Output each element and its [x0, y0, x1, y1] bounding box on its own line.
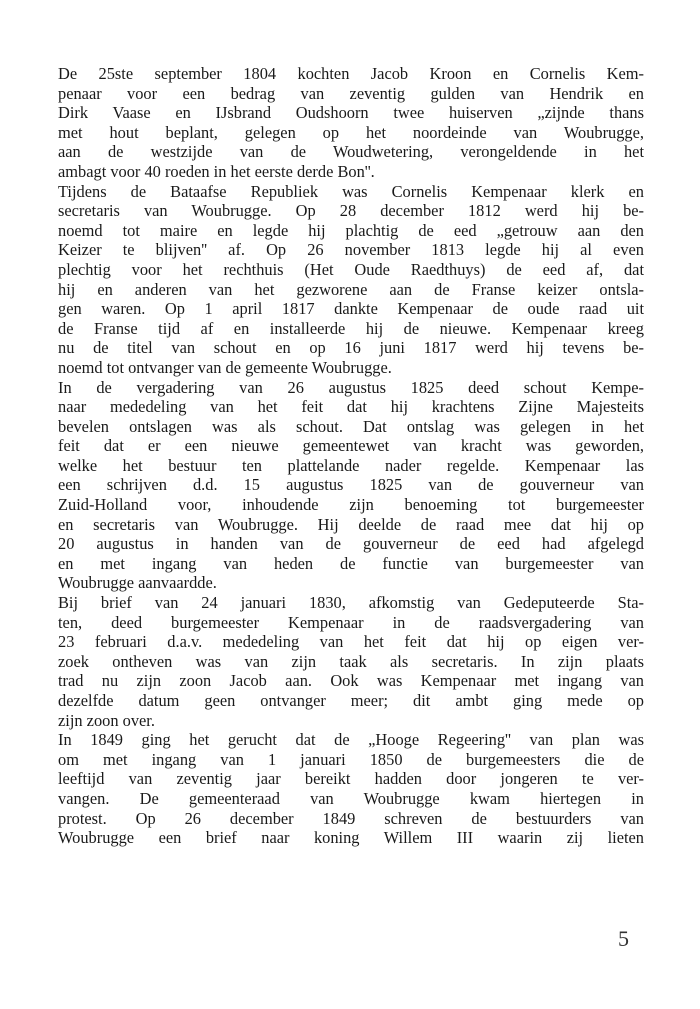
- text-line: hij en anderen van het gezworene aan de Franse keizer ontsla-: [58, 279, 644, 299]
- text-line: en met ingang van heden de functie van burgemeester van: [58, 553, 644, 573]
- text-line: nu de titel van schout en op 16 juni 1817 werd hij tevens be-: [58, 338, 644, 358]
- text-line: welke het bestuur ten plattelande nader regelde. Kempenaar las: [58, 455, 644, 475]
- text-line: Zuid-Holland voor, inhoudende zijn benoeming tot burgemeester: [58, 495, 644, 515]
- body-text: [58, 64, 644, 848]
- text-line: en secretaris van Woubrugge. Hij deelde de raad mee dat hij op: [58, 514, 644, 534]
- text-line: zijn zoon over.: [58, 710, 155, 730]
- text-line: Dirk Vaase en IJsbrand Oudshoorn twee huiserven „zijnde thans: [58, 103, 644, 123]
- text-line: secretaris van Woubrugge. Op 28 december 1812 werd hij be-: [58, 201, 644, 221]
- text-line: ten, deed burgemeester Kempenaar in de raadsvergadering van: [58, 612, 644, 632]
- text-line: 20 augustus in handen van de gouverneur de eed had afgelegd: [58, 534, 644, 554]
- text-line: een schrijven d.d. 15 augustus 1825 van de gouverneur van: [58, 475, 644, 495]
- text-line: penaar voor een bedrag van zeventig gulden van Hendrik en: [58, 83, 644, 103]
- text-line: trad nu zijn zoon Jacob aan. Ook was Kempenaar met ingang van: [58, 671, 644, 691]
- text-line: In de vergadering van 26 augustus 1825 deed schout Kempe-: [58, 377, 644, 397]
- text-line: dezelfde datum geen ontvanger meer; dit ambt ging mede op: [58, 691, 644, 710]
- text-line: Bij brief van 24 januari 1830, afkomstig van Gedeputeerde Sta-: [58, 593, 644, 613]
- text-line: In 1849 ging het gerucht dat de „Hooge Regeering'' van plan was: [58, 730, 644, 750]
- text-line: met hout beplant, gelegen op het noordeinde van Woubrugge,: [58, 122, 644, 142]
- text-line: gen waren. Op 1 april 1817 dankte Kempenaar de oude raad uit: [58, 299, 644, 319]
- text-line: noemd tot maire en legde hij plachtig de eed „getrouw aan den: [58, 220, 644, 240]
- text-line: protest. Op 26 december 1849 schreven de bestuurders van: [58, 808, 644, 828]
- text-line: aan de westzijde van de Woudwetering, verongeldende in het: [58, 142, 644, 162]
- text-line: plechtig voor het rechthuis (Het Oude Raedthuys) de eed af, dat: [58, 259, 644, 279]
- text-line: ambagt voor 40 roeden in het eerste derde Bon''.: [58, 161, 375, 181]
- text-line: leeftijd van zeventig jaar bereikt hadden door jongeren te ver-: [58, 769, 644, 789]
- text-line: Woubrugge een brief naar koning Willem III waarin zij lieten: [58, 828, 644, 848]
- text-line: vangen. De gemeenteraad van Woubrugge kwam hiertegen in: [58, 788, 644, 808]
- text-line: de Franse tijd af en installeerde hij de nieuwe. Kempenaar kreeg: [58, 318, 644, 338]
- page-number: 5: [618, 926, 629, 951]
- text-line: Keizer te blijven'' af. Op 26 november 1813 legde hij al even: [58, 240, 644, 260]
- text-line: bevelen ontslagen was als schout. Dat ontslag was gelegen in het: [58, 416, 644, 436]
- text-line: 23 februari d.a.v. mededeling van het feit dat hij op eigen ver-: [58, 632, 644, 652]
- text-line: noemd tot ontvanger van de gemeente Woubrugge.: [58, 357, 392, 377]
- text-line: om met ingang van 1 januari 1850 de burgemeesters die de: [58, 749, 644, 769]
- text-line: feit dat er een nieuwe gemeentewet van kracht was geworden,: [58, 436, 644, 456]
- text-line: Woubrugge aanvaardde.: [58, 573, 217, 593]
- text-line: naar mededeling van het feit dat hij krachtens Zijne Majesteits: [58, 397, 644, 417]
- text-line: zoek ontheven was van zijn taak als secretaris. In zijn plaats: [58, 651, 644, 671]
- text-line: De 25ste september 1804 kochten Jacob Kroon en Cornelis Kem-: [58, 64, 644, 83]
- text-line: Tijdens de Bataafse Republiek was Cornelis Kempenaar klerk en: [58, 181, 644, 201]
